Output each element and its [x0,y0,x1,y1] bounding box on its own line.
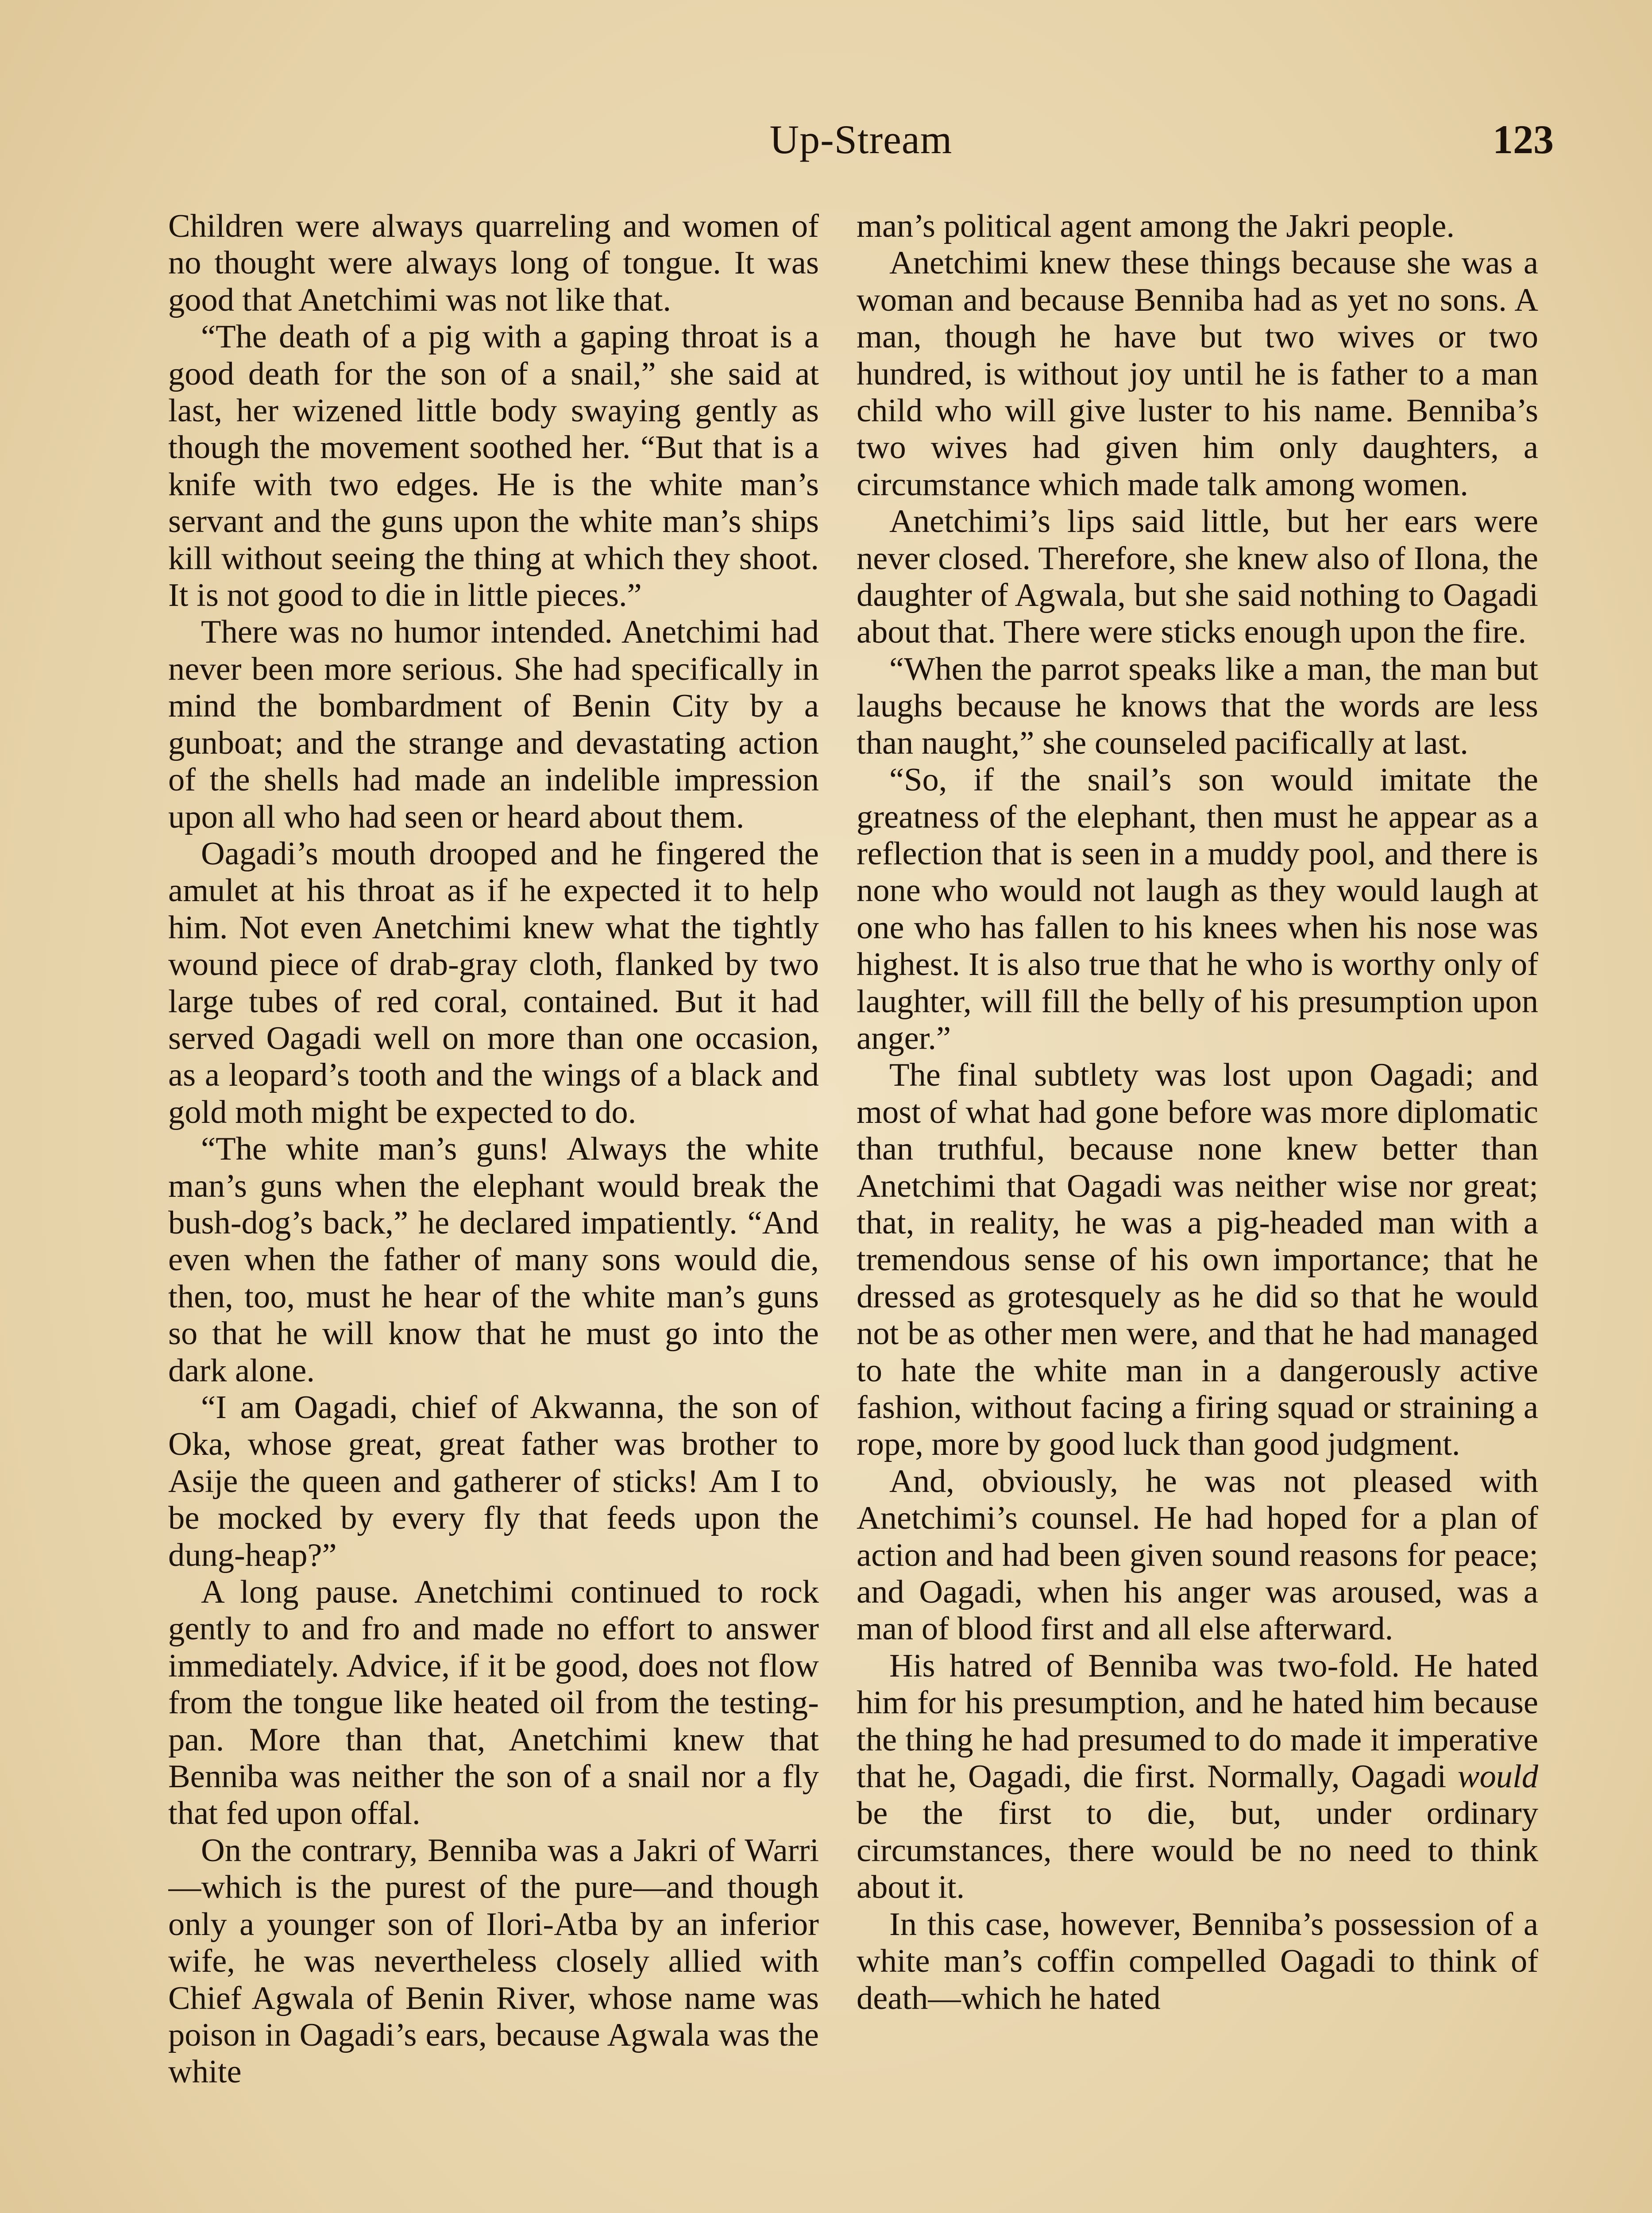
text-run: be the first to die, but, under ordinary circumstances, there would be no need to think about it. [857,1795,1538,1906]
running-title: Up-Stream [769,117,953,162]
left-column [168,208,819,2213]
right-column [857,208,1538,2213]
paragraph: Children were always quarreling and women of no thought were always long of tongue. It was good that Anetchimi was not like that. [168,208,819,318]
paragraph: “The death of a pig with a gaping throat is a good death for the son of a snail,” she said at last, her wizened little body swaying gently as though the movement soothed her. “But that is a knife with two edges. He is the white man’s servant and the guns upon the white man’s ships kill without seeing the thing at which they shoot. It is not good to die in little pieces.” [168,319,819,614]
paragraph: And, obviously, he was not pleased with Anetchimi’s counsel. He had hoped for a plan of action and had been given sound reasons for peace; and Oagadi, when his anger was aroused, was a man of blood first and all else afterward. [857,1463,1538,1647]
paragraph: “I am Oagadi, chief of Akwanna, the son of Oka, whose great, great father was brother to Asije the queen and gatherer of sticks! Am I to be mocked by every fly that feeds upon the dung-heap?” [168,1389,819,1573]
page-number: 123 [1493,117,1554,162]
text-run: His hatred of Benniba was two-fold. He hated him for his presumption, and he hated him because the thing he had presumed to do made it imperative that he, Oagadi, die first. Normally, Oagadi [857,1647,1538,1795]
paragraph: A long pause. Anetchimi continued to rock gently to and fro and made no effort to answer immediately. Advice, if it be good, does not flow from the tongue like heated oil from the testing-pan. More than that, Anetchimi knew that Benniba was neither the son of a snail nor a fly that fed upon offal. [168,1574,819,1832]
paragraph: “When the parrot speaks like a man, the man but laughs because he knows that the words are less than naught,” she counseled pacifically at last. [857,651,1538,761]
paragraph: “So, if the snail’s son would imitate the greatness of the elephant, then must he appear as a reflection that is seen in a muddy pool, and there is none who would not laugh as they would laugh at one who has fallen to his knees when his nose was highest. It is also true that he who is worthy only of laughter, will fill the belly of his presumption upon anger.” [857,762,1538,1056]
paragraph: “The white man’s guns! Always the white man’s guns when the elephant would break the bush-dog’s back,” he declared impatiently. “And even when the father of many sons would die, then, too, must he hear of the white man’s guns so that he will know that he must go into the dark alone. [168,1131,819,1389]
paragraph-continuation: man’s political agent among the Jakri people. [857,208,1455,244]
paragraph: Oagadi’s mouth drooped and he fingered the amulet at his throat as if he expected it to help him. Not even Anetchimi knew what the tightly wound piece of drab-gray cloth, flanked by two large tubes of red coral, contained. But it had served Oagadi well on more than one occasion, as a leopard’s tooth and the wings of a black and gold moth might be expected to do. [168,835,819,1130]
page-header [168,116,1554,178]
emphasis: would [1457,1758,1538,1795]
paragraph: There was no humor intended. Anetchimi had never been more serious. She had specifically in mind the bombardment of Benin City by a gunboat; and the strange and devastating action of the shells had made an indelible impression upon all who had seen or heard about them. [168,614,819,835]
paragraph: On the contrary, Benniba was a Jakri of Warri—which is the purest of the pure—and though only a younger son of Ilori-Atba by an inferior wife, he was nevertheless closely allied with Chief Agwala of Benin River, whose name was poison in Oagadi’s ears, because Agwala was the white [168,1832,819,2090]
paragraph: The final subtlety was lost upon Oagadi; and most of what had gone before was more diplomatic than truthful, because none knew better than Anetchimi that Oagadi was neither wise nor great; that, in reality, he was a pig-headed man with a tremendous sense of his own importance; that he dressed as grotesquely as he did so that he would not be as other men were, and that he had managed to hate the white man in a dangerously active fashion, without facing a firing squad or straining a rope, more by good luck than good judgment. [857,1057,1538,1463]
paragraph [857,1648,1538,1906]
paragraph: Anetchimi knew these things because she was a woman and because Benniba had as yet no sons. A man, though he have but two wives or two hundred, is without joy until he is father to a man child who will give luster to his name. Benniba’s two wives had given him only daughters, a circumstance which made talk among women. [857,245,1538,503]
paragraph: Anetchimi’s lips said little, but her ears were never closed. Therefore, she knew also of Ilona, the daughter of Agwala, but she said nothing to Oagadi about that. There were sticks enough upon the fire. [857,503,1538,651]
paragraph: In this case, however, Benniba’s possession of a white man’s coffin compelled Oagadi to think of death—which he hated [857,1906,1538,2016]
